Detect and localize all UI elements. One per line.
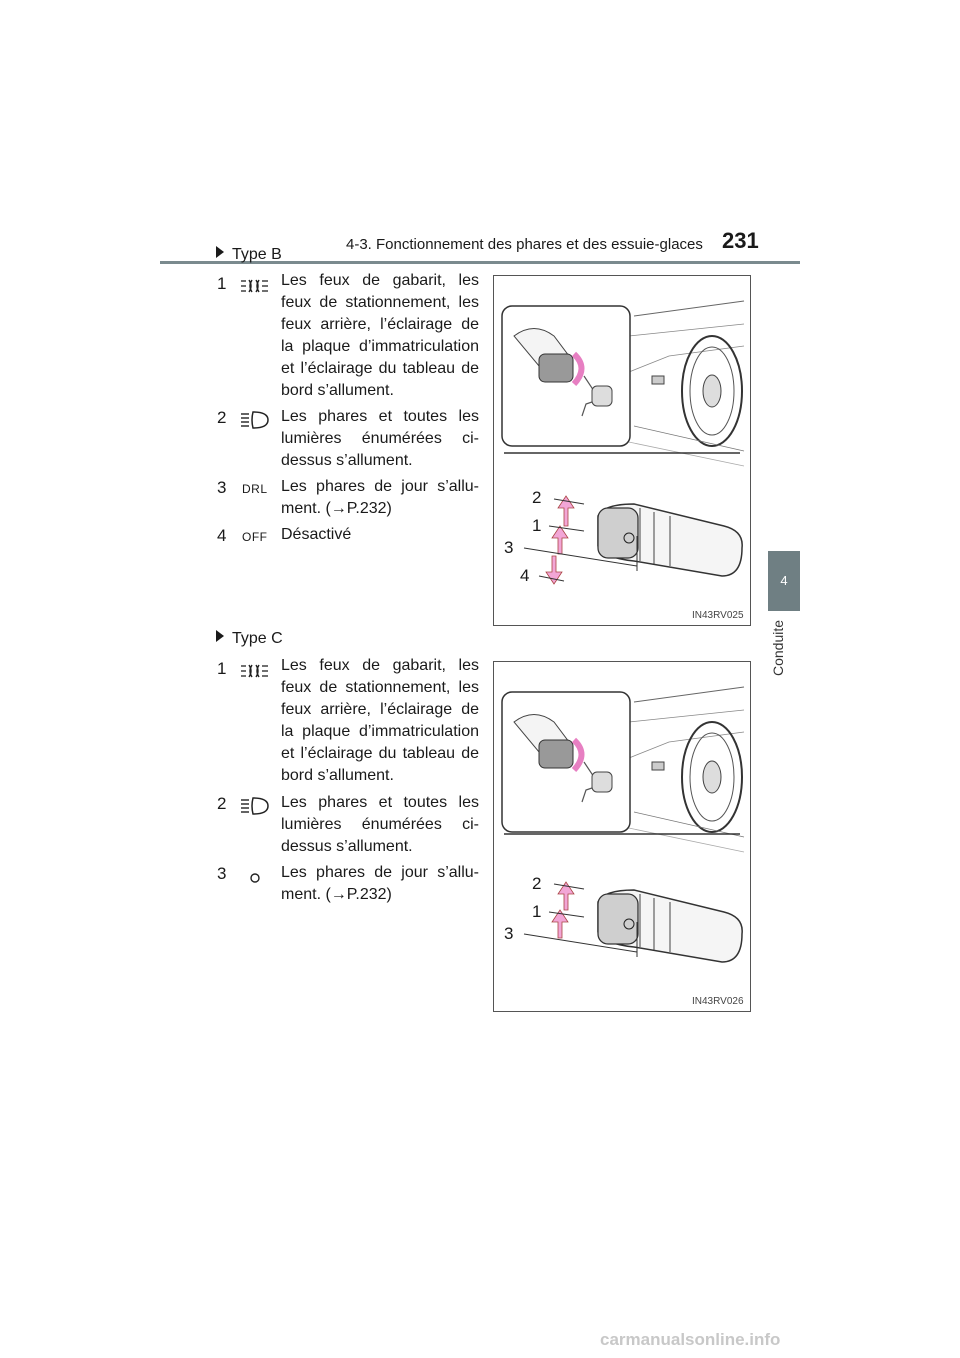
callout-number: 3 xyxy=(504,538,514,557)
item-description: Les phares et toutes les lumières énumérées ci-dessus s’allument. xyxy=(281,408,479,469)
headlight-switch-illustration xyxy=(494,276,750,625)
callout-number: 1 xyxy=(532,516,542,535)
item-number: 2 xyxy=(217,794,227,813)
item-number: 2 xyxy=(217,408,227,427)
item-number: 3 xyxy=(217,478,227,497)
item-description: Désactivé xyxy=(281,526,352,543)
callout-number: 3 xyxy=(504,924,514,943)
item-description: Les phares et toutes les lumières énumérées ci-dessus s’allument. xyxy=(281,794,479,855)
item-number: 4 xyxy=(217,526,227,545)
section-heading-type-c: Type C xyxy=(216,630,283,648)
callout-number: 1 xyxy=(532,902,542,921)
triangle-bullet-icon xyxy=(216,246,224,258)
headlights-icon xyxy=(240,410,270,430)
chapter-section-title: 4-3. Fonctionnement des phares et des essuie-glaces xyxy=(346,236,703,253)
illustration-type-b xyxy=(493,275,751,626)
headlights-icon xyxy=(240,796,270,816)
section-heading-type-b: Type B xyxy=(216,246,282,264)
drl-icon: DRL xyxy=(242,482,268,496)
item-number: 3 xyxy=(217,864,227,883)
illustration-type-c xyxy=(493,661,751,1012)
page-number: 231 xyxy=(722,228,759,253)
item-description: Les phares de jour s’allu-ment. (→P.232) xyxy=(281,478,479,517)
triangle-bullet-icon xyxy=(216,630,224,642)
item-number: 1 xyxy=(217,274,227,293)
watermark-text: carmanualsonline.info xyxy=(600,1330,781,1349)
callout-number: 4 xyxy=(520,566,530,585)
item-number: 1 xyxy=(217,659,227,678)
chapter-tab-label: Conduite xyxy=(770,619,786,676)
callout-number: 2 xyxy=(532,874,542,893)
chapter-tab[interactable]: 4 xyxy=(768,551,800,611)
figure-code: IN43RV026 xyxy=(692,996,744,1007)
item-description: Les phares de jour s’allu-ment. (→P.232) xyxy=(281,864,479,903)
off-icon: OFF xyxy=(242,530,268,544)
figure-code: IN43RV025 xyxy=(692,610,744,621)
headlight-switch-illustration xyxy=(494,662,750,1011)
item-description: Les feux de gabarit, les feux de stationnement, les feux arrière, l’éclairage de la plaque d’immatriculation et l’éclairage du tableau de bord s’allument. xyxy=(281,657,479,784)
small-circle-icon xyxy=(240,868,270,888)
item-description: Les feux de gabarit, les feux de stationnement, les feux arrière, l’éclairage de la plaque d’immatriculation et l’éclairage du tableau de bord s’allument. xyxy=(281,272,479,399)
parking-lights-icon xyxy=(240,276,270,296)
parking-lights-icon xyxy=(240,661,270,681)
callout-number: 2 xyxy=(532,488,542,507)
